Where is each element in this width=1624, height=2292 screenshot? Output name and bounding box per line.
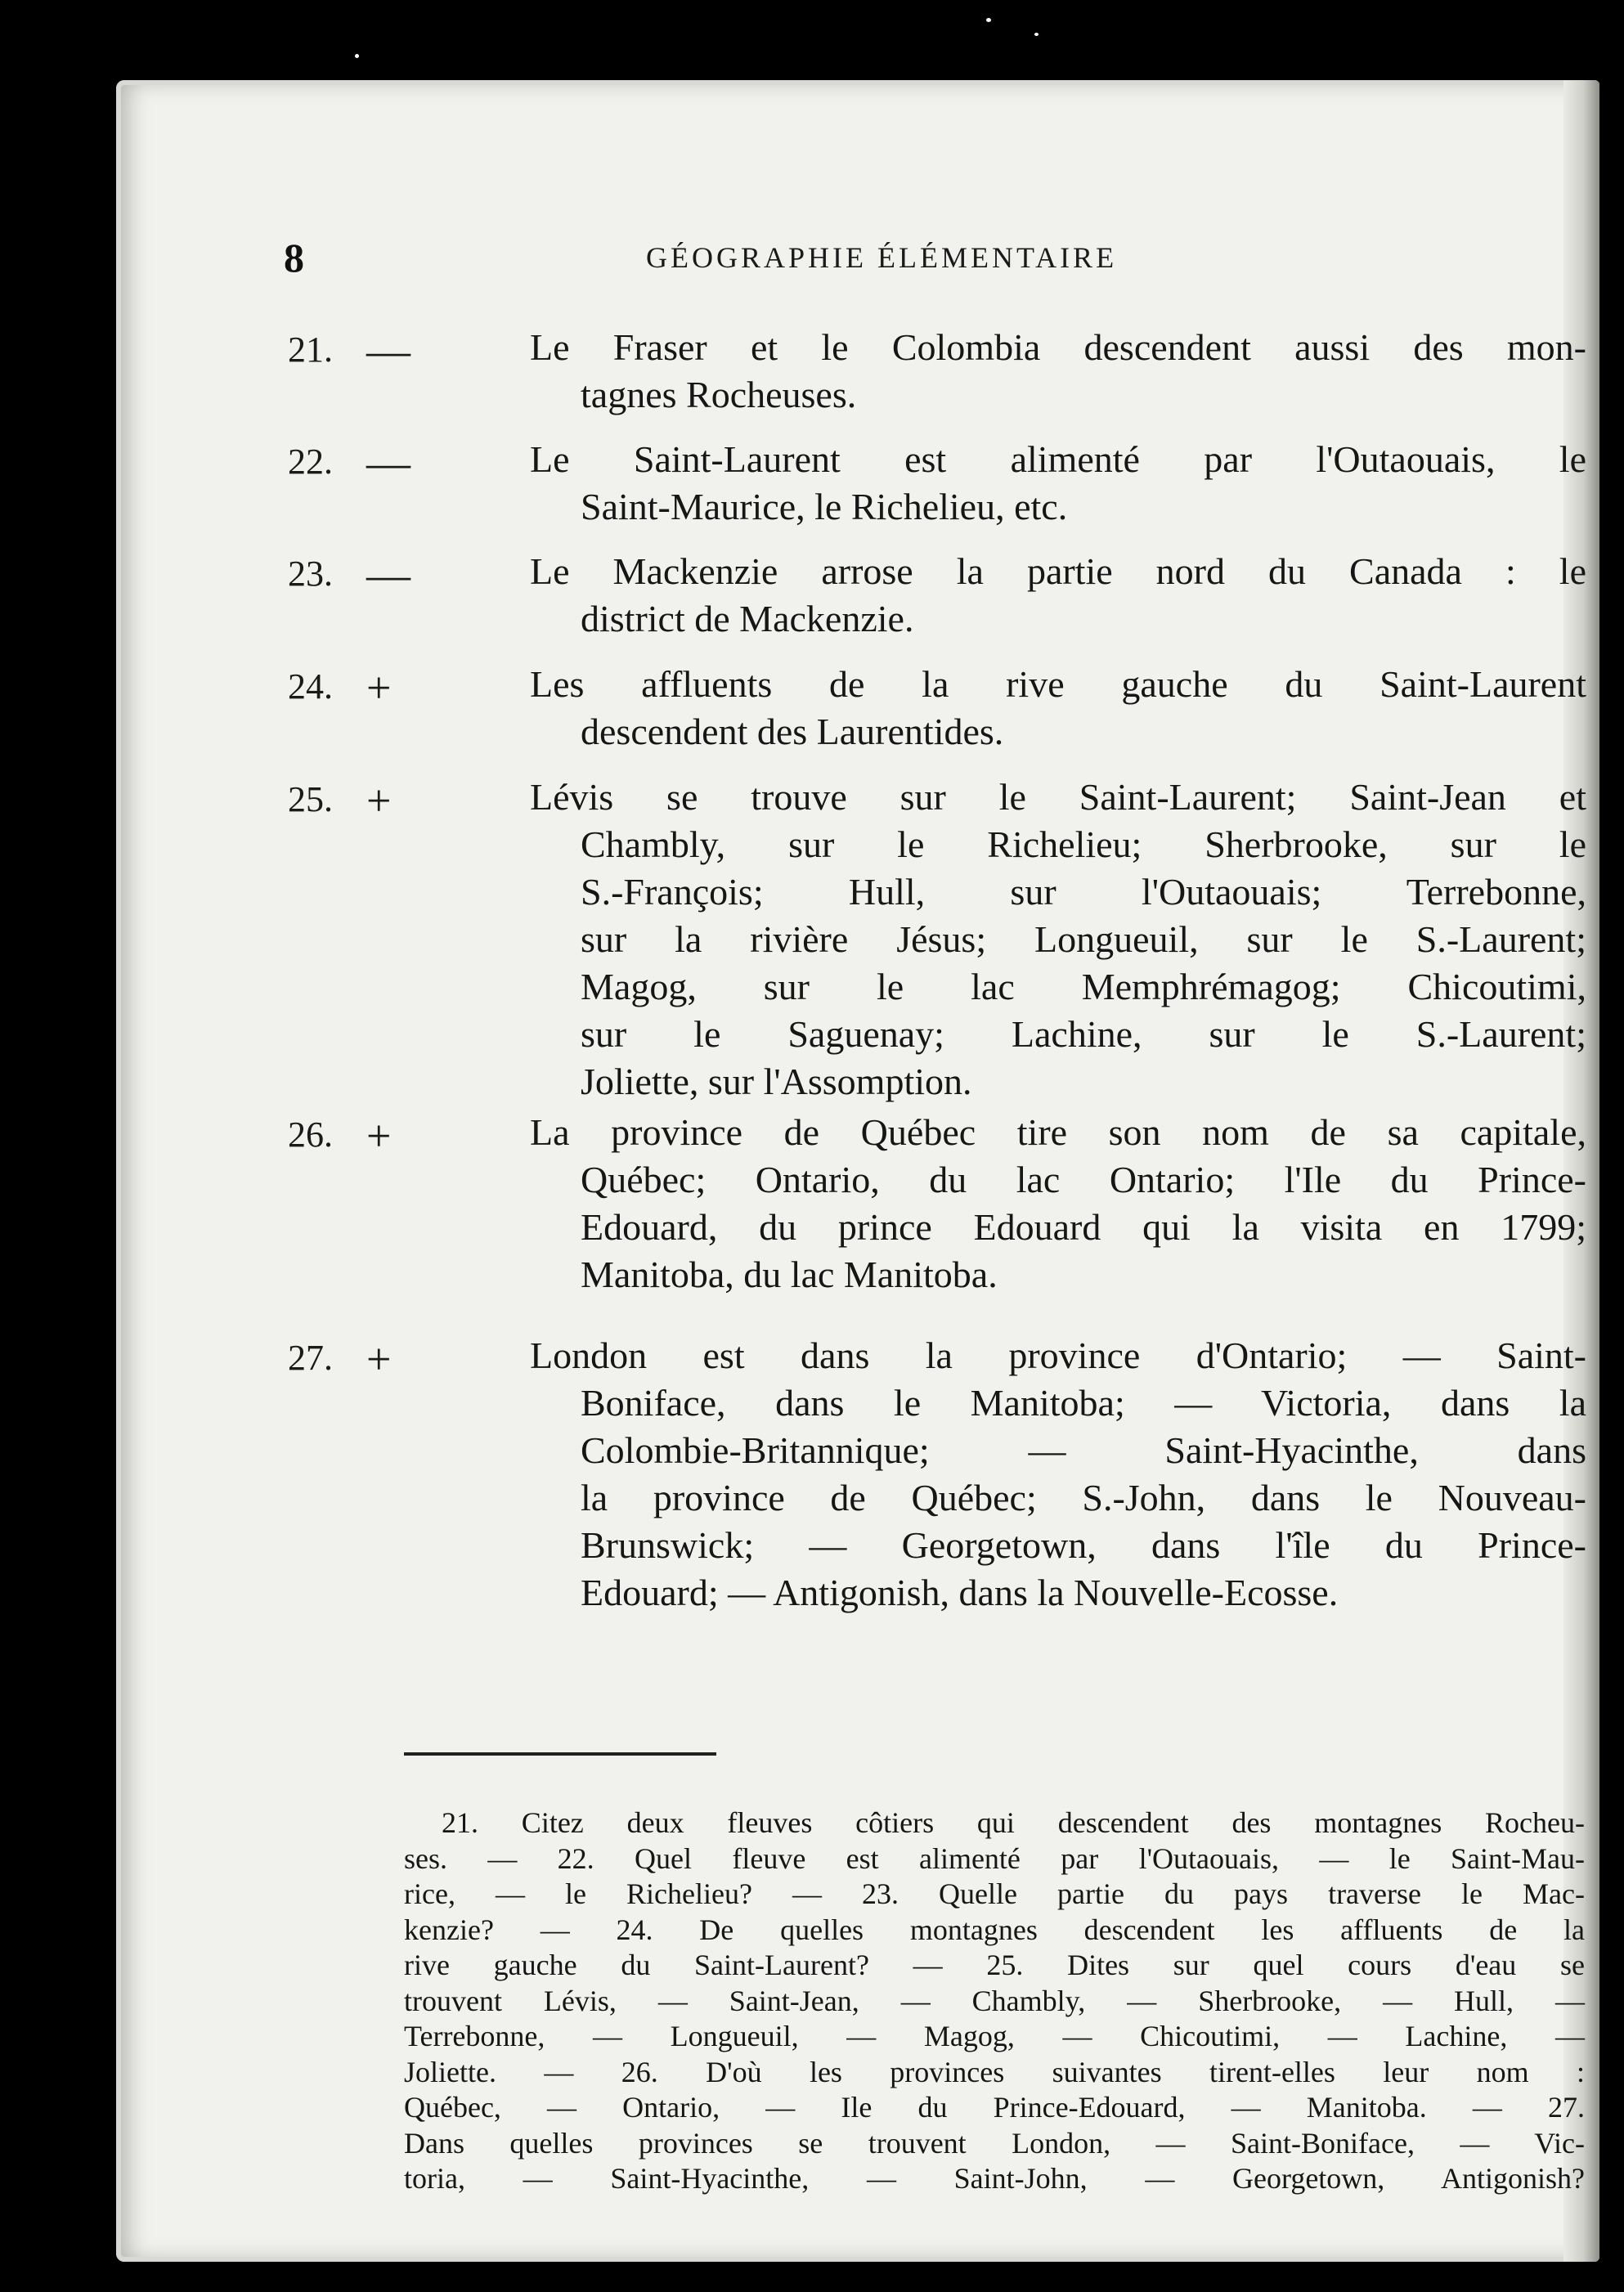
book-page	[116, 80, 1599, 2262]
statement-line: descendent des Laurentides.	[581, 711, 1004, 752]
statement-line: Les affluents de la rive gauche du Saint-Laurent	[530, 663, 1586, 705]
statement-mark: +	[366, 1111, 392, 1160]
question-line: kenzie? — 24. De quelles montagnes descendent les affluents de la	[404, 1913, 1585, 1946]
statement-line: Lévis se trouve sur le Saint-Laurent; Saint-Jean et	[530, 776, 1586, 818]
statement-line: Le Fraser et le Colombia descendent aussi des mon-	[530, 326, 1586, 368]
statement-number: 24.	[288, 666, 333, 706]
statement-line: S.-François; Hull, sur l'Outaouais; Terrebonne,	[581, 871, 1586, 913]
question-line: rive gauche du Saint-Laurent? — 25. Dites sur quel cours d'eau se	[404, 1949, 1585, 1981]
statement-line: Manitoba, du lac Manitoba.	[581, 1254, 998, 1295]
statement-mark: —	[366, 550, 410, 599]
question-line: trouvent Lévis, — Saint-Jean, — Chambly, — Sherbrooke, — Hull, —	[404, 1985, 1585, 2017]
statement-line: Colombie-Britannique; — Saint-Hyacinthe, dans	[581, 1429, 1586, 1471]
statement-line: district de Mackenzie.	[581, 598, 914, 639]
statement-mark: +	[366, 1334, 392, 1384]
statement-line: Joliette, sur l'Assomption.	[581, 1061, 972, 1102]
question-line: 21. Citez deux fleuves côtiers qui descendent des montagnes Rocheu-	[442, 1806, 1585, 1839]
statement-line: Saint-Maurice, le Richelieu, etc.	[581, 486, 1068, 527]
statement-line: La province de Québec tire son nom de sa capitale,	[530, 1111, 1586, 1153]
statement-line: London est dans la province d'Ontario; — Saint-	[530, 1334, 1586, 1376]
statement-line: Brunswick; — Georgetown, dans l'île du Prince-	[581, 1524, 1586, 1566]
question-line: toria, — Saint-Hyacinthe, — Saint-John, — Georgetown, Antigonish?	[404, 2162, 1585, 2195]
statement-mark: —	[366, 438, 410, 487]
question-line: Joliette. — 26. D'où les provinces suivantes tirent-elles leur nom :	[404, 2056, 1585, 2088]
question-line: Dans quelles provinces se trouvent London, — Saint-Boniface, — Vic-	[404, 2127, 1585, 2160]
statement-line: sur le Saguenay; Lachine, sur le S.-Laurent;	[581, 1013, 1586, 1055]
statement-line: tagnes Rocheuses.	[581, 374, 857, 415]
statement-number: 21.	[288, 330, 333, 370]
statement-line: Magog, sur le lac Memphrémagog; Chicoutimi,	[581, 966, 1586, 1007]
question-line: ses. — 22. Quel fleuve est alimenté par l'Outaouais, — le Saint-Mau-	[404, 1842, 1585, 1875]
footnote-rule	[404, 1752, 716, 1756]
statement-line: Le Mackenzie arrose la partie nord du Canada : le	[530, 550, 1586, 592]
statement-number: 23.	[288, 554, 333, 594]
statement-line: Edouard; — Antigonish, dans la Nouvelle-Ecosse.	[581, 1572, 1339, 1613]
question-line: rice, — le Richelieu? — 23. Quelle partie du pays traverse le Mac-	[404, 1877, 1585, 1910]
statement-number: 25.	[288, 779, 333, 819]
statement-number: 26.	[288, 1115, 333, 1155]
question-line: Québec, — Ontario, — Ile du Prince-Edouard, — Manitoba. — 27.	[404, 2091, 1585, 2124]
running-title: GÉOGRAPHIE ÉLÉMENTAIRE	[646, 241, 1118, 274]
statement-mark: —	[366, 326, 410, 375]
page-header	[116, 234, 1599, 283]
statement-number: 27.	[288, 1338, 333, 1378]
page-number: 8	[284, 235, 304, 280]
scan-speck	[355, 54, 359, 58]
statement-line: Chambly, sur le Richelieu; Sherbrooke, sur le	[581, 823, 1586, 865]
statement-line: Boniface, dans le Manitoba; — Victoria, dans la	[581, 1382, 1586, 1424]
statement-line: Québec; Ontario, du lac Ontario; l'Ile du Prince-	[581, 1159, 1586, 1200]
statement-line: Le Saint-Laurent est alimenté par l'Outaouais, le	[530, 438, 1586, 480]
statement-line: sur la rivière Jésus; Longueuil, sur le S.-Laurent;	[581, 918, 1586, 960]
scan-speck	[986, 18, 991, 22]
scan-speck	[1034, 33, 1039, 36]
statement-mark: +	[366, 776, 392, 825]
statement-mark: +	[366, 663, 392, 712]
statement-number: 22.	[288, 442, 333, 482]
statement-line: Edouard, du prince Edouard qui la visita en 1799;	[581, 1206, 1586, 1248]
question-line: Terrebonne, — Longueuil, — Magog, — Chicoutimi, — Lachine, —	[404, 2020, 1585, 2052]
statement-line: la province de Québec; S.-John, dans le Nouveau-	[581, 1477, 1586, 1518]
